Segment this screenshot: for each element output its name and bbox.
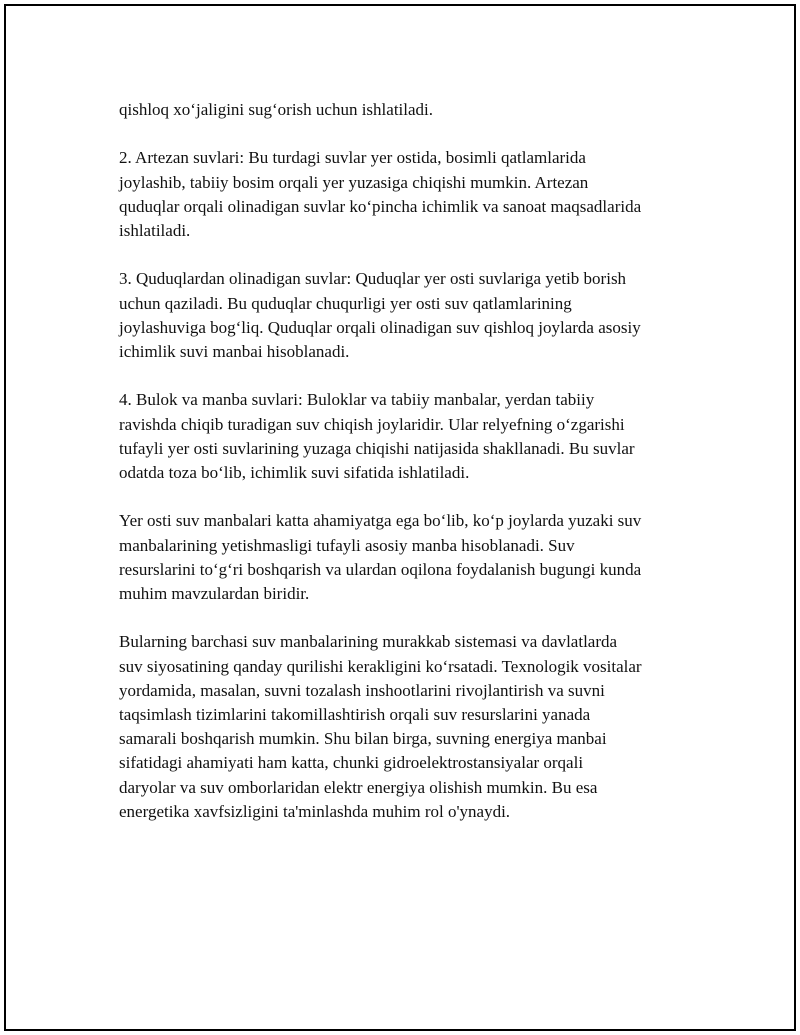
document-body (119, 98, 709, 824)
text-line: quduqlar orqali olinadigan suvlar ko‘pincha ichimlik va sanoat maqsadlarida (119, 196, 642, 216)
text-line: ravishda chiqib turadigan suv chiqish joylaridir. Ular relyefning o‘zgarishi (119, 414, 625, 434)
text-line: odatda toza bo‘lib, ichimlik suvi sifatida ishlatiladi. (119, 463, 470, 482)
paragraph-artezan-suvlari (119, 146, 709, 243)
text-line: samarali boshqarish mumkin. Shu bilan birga, suvning energiya manbai (119, 729, 607, 749)
paragraph-gap (119, 364, 709, 388)
text-line: 3. Quduqlardan olinadigan suvlar: Quduqlar yer osti suvlariga yetib borish (119, 269, 627, 289)
text-line: suv siyosatining qanday qurilishi kerakligini ko‘rsatadi. Texnologik vositalar (119, 656, 642, 676)
text-line: muhim mavzulardan biridir. (119, 584, 310, 603)
text-line: Bularning barchasi suv manbalarining murakkab sistemasi va davlatlarda (119, 632, 618, 652)
text-line: 4. Bulok va manba suvlari: Buloklar va tabiiy manbalar, yerdan tabiiy (119, 390, 595, 410)
text-line: taqsimlash tizimlarini takomillashtirish orqali suv resurslarini yanada (119, 705, 591, 724)
text-line: sifatidagi ahamiyati ham katta, chunki gidroelektrostansiyalar orqali (119, 753, 584, 773)
text-line: daryolar va suv omborlaridan elektr energiya olishish mumkin. Bu esa (119, 777, 598, 797)
paragraph-gap (119, 485, 709, 509)
text-line: tufayli yer osti suvlarining yuzaga chiqishi natijasida shakllanadi. Bu suvlar (119, 438, 635, 458)
paragraph-gap (119, 243, 709, 267)
paragraph-yer-osti-manbalari (119, 509, 709, 606)
text-line: 2. Artezan suvlari: Bu turdagi suvlar yer ostida, bosimli qatlamlarida (119, 148, 586, 168)
text-line: manbalarining yetishmasligi tufayli asosiy manba hisoblanadi. Suv (119, 535, 575, 555)
paragraph-bulok-suvlari (119, 388, 709, 485)
page-frame (4, 4, 796, 1031)
text-line: ishlatiladi. (119, 221, 191, 240)
text-line: joylashib, tabiiy bosim orqali yer yuzasiga chiqishi mumkin. Artezan (119, 172, 589, 192)
text-line: Yer osti suv manbalari katta ahamiyatga ega bo‘lib, ko‘p joylarda yuzaki suv (119, 511, 642, 531)
text-line: uchun qaziladi. Bu quduqlar chuqurligi yer osti suv qatlamlarining (119, 293, 572, 313)
paragraph-xulosa (119, 630, 709, 824)
paragraph-gap (119, 606, 709, 630)
text-line: yordamida, masalan, suvni tozalash inshootlarini rivojlantirish va suvni (119, 680, 605, 700)
text-line: qishloq xo‘jaligini sug‘orish uchun ishlatiladi. (119, 100, 434, 119)
text-line: ichimlik suvi manbai hisoblanadi. (119, 342, 350, 361)
text-line: resurslarini to‘g‘ri boshqarish va ulardan oqilona foydalanish bugungi kunda (119, 559, 642, 579)
paragraph-gap (119, 122, 709, 146)
text-line: energetika xavfsizligini ta'minlashda muhim rol o'ynaydi. (119, 801, 511, 821)
text-line: joylashuviga bog‘liq. Quduqlar orqali olinadigan suv qishloq joylarda asosiy (119, 317, 641, 337)
paragraph-quduq-suvlari (119, 267, 709, 364)
paragraph-continuation (119, 98, 709, 122)
